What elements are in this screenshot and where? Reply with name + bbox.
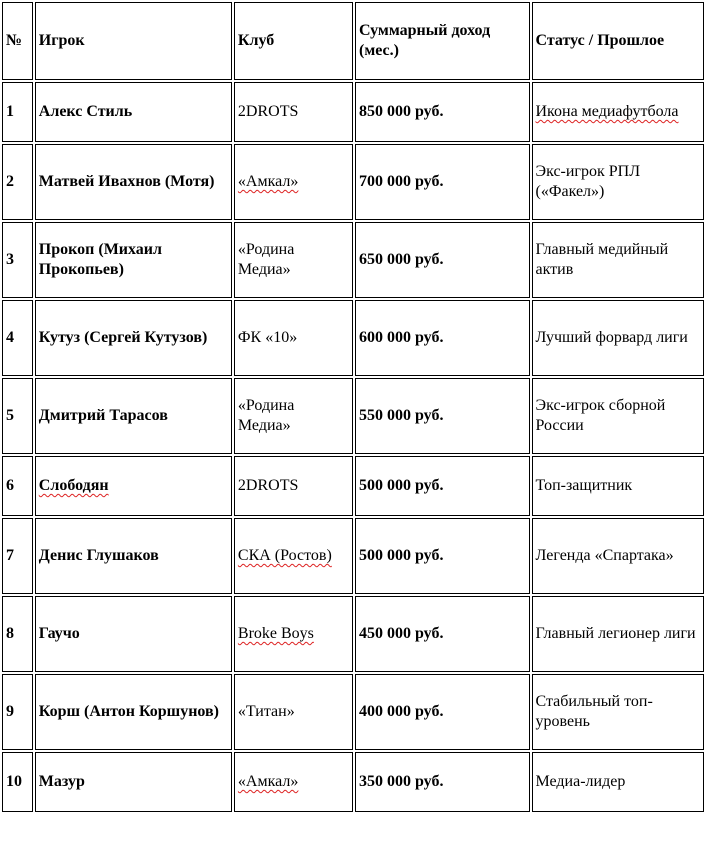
header-club: Клуб — [234, 2, 353, 80]
row-club-text: «Амкал» — [237, 173, 299, 190]
row-status: Главный легионер лиги — [532, 596, 705, 672]
table-row — [2, 144, 704, 220]
row-num: 8 — [2, 596, 33, 672]
row-club — [234, 144, 353, 220]
row-num: 2 — [2, 144, 33, 220]
row-status: Экс-игрок сборной России — [532, 378, 705, 454]
row-num: 4 — [2, 300, 33, 376]
row-income: 350 000 руб. — [355, 752, 530, 812]
table-row — [2, 596, 704, 672]
row-club: 2DROTS — [234, 82, 353, 142]
row-income: 650 000 руб. — [355, 222, 530, 298]
row-num: 6 — [2, 456, 33, 516]
table-row — [2, 378, 704, 454]
row-club-text: СКА (Ростов) — [237, 547, 332, 564]
table-row — [2, 518, 704, 594]
row-club — [234, 596, 353, 672]
row-player: Матвей Ивахнов (Мотя) — [35, 144, 232, 220]
table-row — [2, 82, 704, 142]
row-player: Корш (Антон Коршунов) — [35, 674, 232, 750]
table-row — [2, 456, 704, 516]
row-status-text: Икона медиафутбола — [535, 103, 679, 120]
row-income: 450 000 руб. — [355, 596, 530, 672]
header-row — [2, 2, 704, 80]
row-status — [532, 82, 705, 142]
row-income: 550 000 руб. — [355, 378, 530, 454]
header-player: Игрок — [35, 2, 232, 80]
header-income: Суммарный доход (мес.) — [355, 2, 530, 80]
row-income: 850 000 руб. — [355, 82, 530, 142]
row-income: 700 000 руб. — [355, 144, 530, 220]
row-player: Денис Глушаков — [35, 518, 232, 594]
row-num: 7 — [2, 518, 33, 594]
row-player — [35, 456, 232, 516]
row-club: 2DROTS — [234, 456, 353, 516]
row-income: 500 000 руб. — [355, 518, 530, 594]
row-status: Лучший форвард лиги — [532, 300, 705, 376]
row-player: Дмитрий Тарасов — [35, 378, 232, 454]
row-club: «Родина Медиа» — [234, 378, 353, 454]
row-status: Главный медийный актив — [532, 222, 705, 298]
header-status: Статус / Прошлое — [532, 2, 705, 80]
row-club: «Родина Медиа» — [234, 222, 353, 298]
row-club-text: Broke Boys — [237, 625, 314, 642]
row-club — [234, 518, 353, 594]
row-player: Алекс Стиль — [35, 82, 232, 142]
row-club: ФК «10» — [234, 300, 353, 376]
row-num: 3 — [2, 222, 33, 298]
row-player: Кутуз (Сергей Кутузов) — [35, 300, 232, 376]
row-num: 5 — [2, 378, 33, 454]
row-club — [234, 752, 353, 812]
row-player-text: Слободян — [38, 477, 109, 494]
row-status: Экс-игрок РПЛ («Факел») — [532, 144, 705, 220]
row-player: Мазур — [35, 752, 232, 812]
row-num: 9 — [2, 674, 33, 750]
row-num: 1 — [2, 82, 33, 142]
table-row — [2, 300, 704, 376]
row-status: Легенда «Спартака» — [532, 518, 705, 594]
row-player: Прокоп (Михаил Прокопьев) — [35, 222, 232, 298]
row-status: Медиа-лидер — [532, 752, 705, 812]
row-status: Стабильный топ-уровень — [532, 674, 705, 750]
table-row — [2, 752, 704, 812]
row-income: 400 000 руб. — [355, 674, 530, 750]
row-num: 10 — [2, 752, 33, 812]
table-row — [2, 222, 704, 298]
row-income: 500 000 руб. — [355, 456, 530, 516]
table-row — [2, 674, 704, 750]
row-income: 600 000 руб. — [355, 300, 530, 376]
header-num: № — [2, 2, 33, 80]
row-player: Гаучо — [35, 596, 232, 672]
row-club-text: «Амкал» — [237, 773, 299, 790]
row-club: «Титан» — [234, 674, 353, 750]
row-status: Топ-защитник — [532, 456, 705, 516]
